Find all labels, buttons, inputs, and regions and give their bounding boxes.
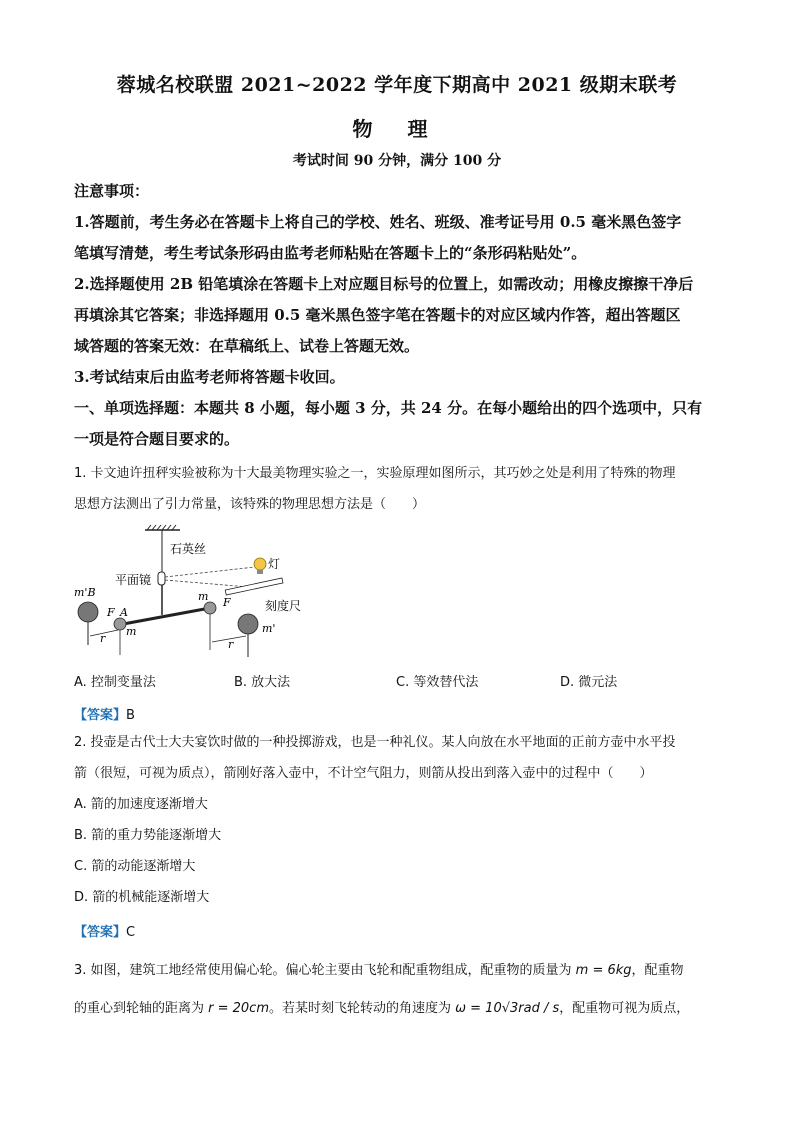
label-lamp: 灯 xyxy=(268,557,281,571)
notes-heading: 注意事项： xyxy=(74,182,150,200)
q2-option-d[interactable]: D. 箭的机械能逐渐增大 xyxy=(74,890,210,905)
section1-line2: 一项是符合题目要求的。 xyxy=(74,430,240,448)
q2-line2: 箭（很短，可视为质点），箭刚好落入壶中，不计空气阻力，则箭从投出到落入壶中的过程中（ ） xyxy=(74,766,653,781)
question-1 xyxy=(74,458,724,520)
q1-answer-value: B xyxy=(126,708,135,723)
lamp-icon xyxy=(254,558,266,570)
q2-answer-value: C xyxy=(126,925,136,940)
question-2 xyxy=(74,727,724,913)
label-m-prime: m' xyxy=(262,622,276,635)
q2-option-c[interactable]: C. 箭的动能逐渐增大 xyxy=(74,859,196,874)
label-mirror: 平面镜 xyxy=(115,573,152,587)
q3-line2-a: 的重心到轮轴的距离为 xyxy=(74,1001,209,1016)
exam-title: 蓉城名校联盟 2021~2022 学年度下期高中 2021 级期末联考 xyxy=(116,74,678,96)
q1-option-d[interactable]: D. 微元法 xyxy=(560,675,618,690)
q3-line1 xyxy=(74,952,724,990)
q1-option-a[interactable]: A. 控制变量法 xyxy=(74,675,156,690)
q1-option-c[interactable]: C. 等效替代法 xyxy=(396,675,479,690)
q1-option-b[interactable]: B. 放大法 xyxy=(234,675,291,690)
question-3 xyxy=(74,952,724,1028)
exam-time: 考试时间 90 分钟，满分 100 分 xyxy=(292,153,502,169)
q2-answer-tag: 【答案】 xyxy=(74,925,127,940)
q1-answer-tag: 【答案】 xyxy=(74,708,127,723)
ruler-icon xyxy=(225,578,283,595)
q2-line1: 2. 投壶是古代士大夫宴饮时做的一种投掷游戏，也是一种礼仪。某人向放在水平地面的正前方壶中水平投 xyxy=(74,735,676,750)
q1-answer xyxy=(74,704,135,723)
notes-item1-line2: 笔填写清楚，考生考试条形码由监考老师粘贴在答题卡上的“条形码粘贴处”。 xyxy=(74,244,587,262)
q3-line2 xyxy=(74,990,724,1028)
notes-item3: 3.考试结束后由监考老师将答题卡收回。 xyxy=(74,368,345,386)
q3-mass: m = 6kg xyxy=(575,963,632,978)
label-mB: m'B xyxy=(74,586,96,599)
label-quartz: 石英丝 xyxy=(170,542,207,556)
q1-line1: 1. 卡文迪许扭秤实验被称为十大最美物理实验之一，实验原理如图所示，其巧妙之处是利用了特殊的物理 xyxy=(74,466,676,481)
label-r-left: r xyxy=(100,632,106,645)
section1-line1: 一、单项选择题：本题共 8 小题，每小题 3 分，共 24 分。在每小题给出的四个选项中，只有 xyxy=(74,399,703,417)
notes-item2-line1: 2.选择题使用 2B 铅笔填涂在答题卡上对应题目标号的位置上，如需改动；用橡皮擦擦干净后 xyxy=(74,275,694,293)
label-ruler: 刻度尺 xyxy=(265,599,302,613)
notes-item1-line1: 1.答题前，考生务必在答题卡上将自己的学校、姓名、班级、准考证号用 0.5 毫米黑色签字 xyxy=(74,213,682,231)
q3-line2-c: ，配重物可视为质点， xyxy=(559,1001,690,1016)
label-m-left: m xyxy=(126,625,137,638)
label-r-right: r xyxy=(228,638,234,651)
notes-item2-line3: 域答题的答案无效：在草稿纸上、试卷上答题无效。 xyxy=(74,337,420,355)
notes-block xyxy=(74,176,724,455)
q3-line1-a: 3. 如图，建筑工地经常使用偏心轮。偏心轮主要由飞轮和配重物组成，配重物的质量为 xyxy=(74,963,576,978)
label-F-right: F xyxy=(223,596,231,609)
q2-option-a[interactable]: A. 箭的加速度逐渐增大 xyxy=(74,797,208,812)
notes-item2-line2: 再填涂其它答案；非选择题用 0.5 毫米黑色签字笔在答题卡的对应区域内作答，超出答题区 xyxy=(74,306,681,324)
label-F-left: F xyxy=(107,606,115,619)
q2-answer xyxy=(74,921,135,940)
q3-line1-b: ，配重物 xyxy=(631,963,684,978)
label-m-right: m xyxy=(198,590,209,603)
q3-omega: ω = 10√3rad / s xyxy=(455,1001,560,1016)
q2-option-b[interactable]: B. 箭的重力势能逐渐增大 xyxy=(74,828,222,843)
cavendish-torsion-balance-figure xyxy=(70,520,330,665)
label-A: A xyxy=(120,606,128,619)
exam-subject: 物 理 xyxy=(352,117,442,141)
q1-line2: 思想方法测出了引力常量，该特殊的物理思想方法是（ ） xyxy=(74,497,426,512)
q3-line2-b: 。若某时刻飞轮转动的角速度为 xyxy=(269,1001,456,1016)
q3-radius: r = 20cm xyxy=(208,1001,269,1016)
